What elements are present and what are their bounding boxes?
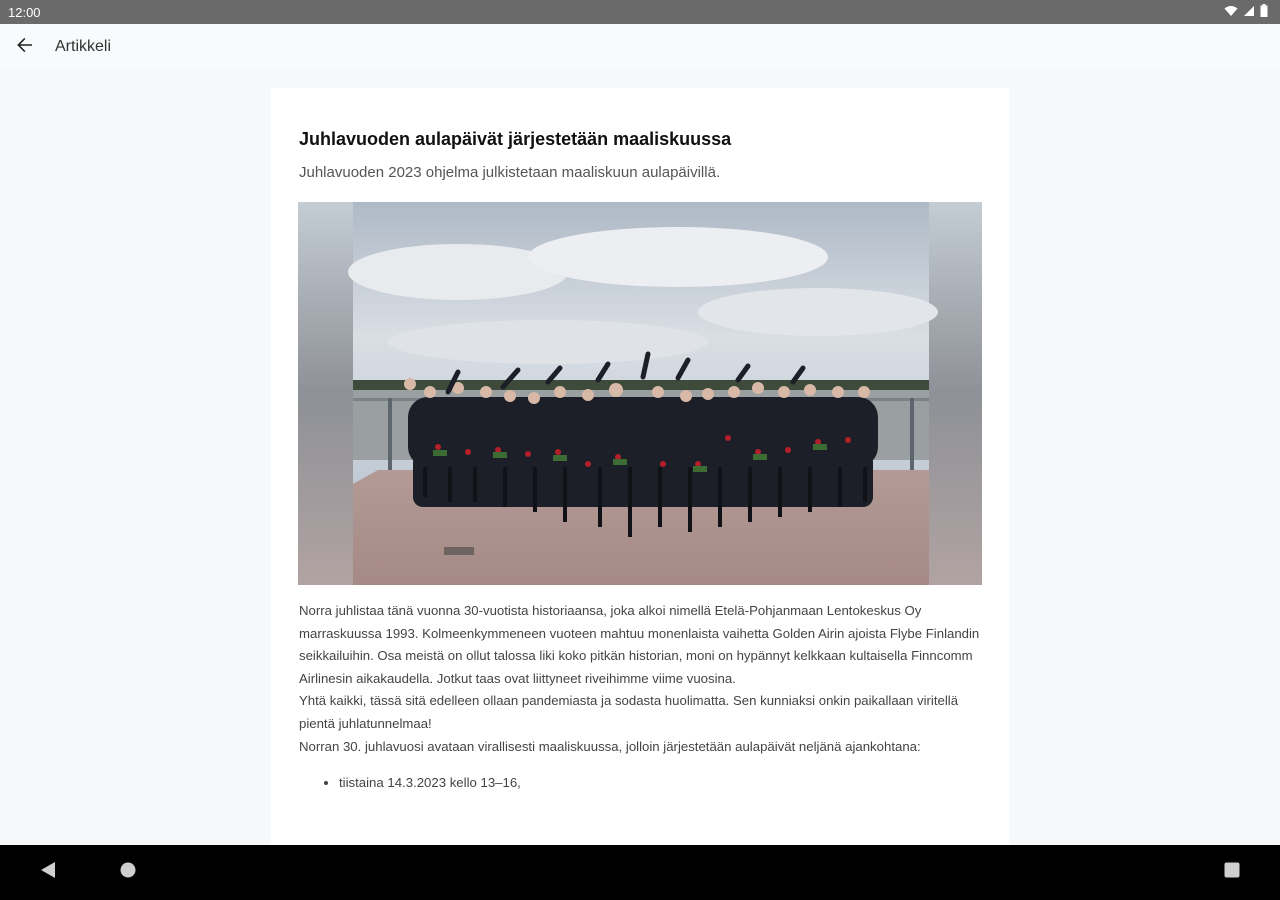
app-bar-title: Artikkeli bbox=[55, 38, 112, 55]
status-time: 12:00 bbox=[8, 4, 41, 20]
article-card bbox=[271, 88, 1009, 845]
nav-recents-button[interactable] bbox=[1212, 852, 1252, 892]
nav-home-icon bbox=[120, 862, 136, 883]
arrow-left-icon bbox=[17, 37, 33, 58]
back-button[interactable] bbox=[0, 24, 50, 70]
article-paragraph: Norra juhlistaa tänä vuonna 30-vuotista historiaansa, joka alkoi nimellä Etelä-Pohjanmaan Lentokeskus Oy marraskuussa 1993. Kolmeenkymmeneen vuoteen mahtuu monenlaista vaihetta Golden Airin ajoista Flybe Finlandin seikkailuihin. Osa meistä on ollut talossa liki koko pitkän historian, moni on hypännyt kelkkaan kultaisella Finncomm Airlinesin aikakaudella. Jotkut taas ovat liittyneet riveihimme viime vuosina. bbox=[299, 603, 980, 686]
article-lead: Juhlavuoden 2023 ohjelma julkistetaan maaliskuun aulapäivillä. bbox=[299, 164, 721, 181]
content-scroll-area[interactable] bbox=[0, 70, 1280, 845]
nav-back-icon bbox=[40, 861, 56, 884]
article-list-item: • tiistaina 14.3.2023 kello 13–16, bbox=[339, 772, 985, 795]
article-list bbox=[299, 772, 985, 795]
system-nav-bar bbox=[0, 845, 1280, 900]
wifi-icon bbox=[1224, 5, 1238, 20]
article-body bbox=[299, 600, 985, 795]
status-bar bbox=[0, 0, 1280, 24]
nav-home-button[interactable] bbox=[108, 852, 148, 892]
nav-recents-icon bbox=[1224, 862, 1240, 883]
cell-signal-icon bbox=[1243, 5, 1255, 20]
article-paragraph: Yhtä kaikki, tässä sitä edelleen ollaan pandemiasta ja sodasta huolimatta. Sen kunniaksi onkin paikallaan viritellä pientä juhlatunnelmaa! bbox=[299, 693, 959, 731]
article-paragraph: Norran 30. juhlavuosi avataan virallisesti maaliskuussa, jolloin järjestetään aulapäivät neljänä ajankohtana: bbox=[299, 738, 921, 754]
article-hero-image bbox=[298, 202, 982, 585]
article-title: Juhlavuoden aulapäivät järjestetään maaliskuussa bbox=[299, 129, 732, 149]
app-bar bbox=[0, 24, 1280, 70]
nav-back-button[interactable] bbox=[28, 852, 68, 892]
status-icons bbox=[1224, 4, 1268, 20]
battery-icon bbox=[1260, 4, 1268, 20]
